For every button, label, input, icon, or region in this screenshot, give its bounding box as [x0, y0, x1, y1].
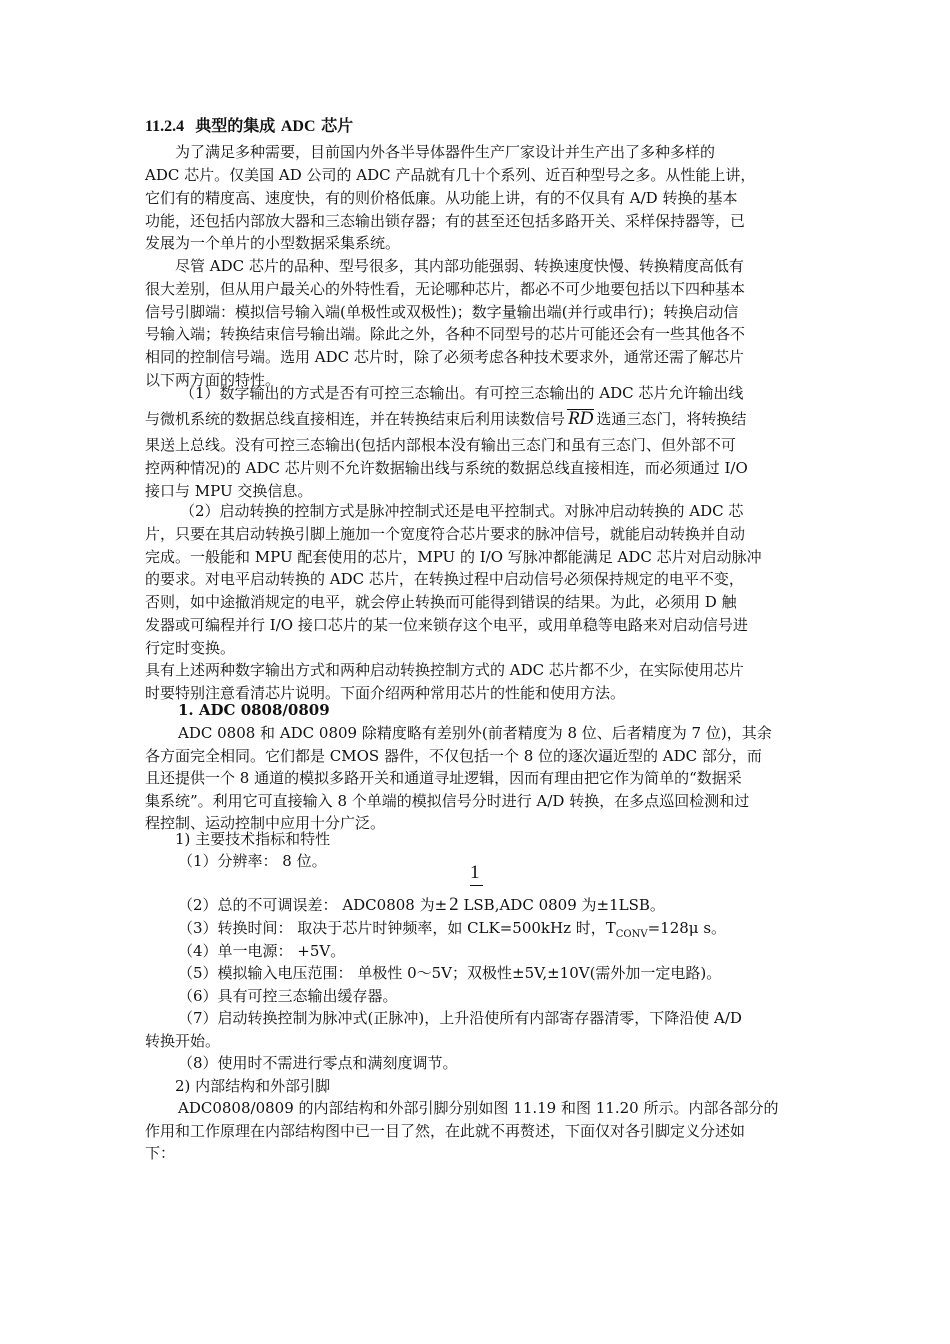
text-span: =128μ s。: [647, 919, 727, 937]
list-heading: 1) 主要技术指标和特性: [175, 830, 331, 848]
paragraph-line: 相同的控制信号端。选用 ADC 芯片时，除了必须考虑各种技术要求外，通常还需了解芯片: [145, 348, 744, 366]
list-item: （1）分辨率： 8 位。: [178, 852, 327, 870]
paragraph-line: 且还提供一个 8 通道的模拟多路开关和通道寻址逻辑，因而有理由把它作为简单的“数据采: [145, 769, 742, 787]
paragraph-line: ADC 0808 和 ADC 0809 除精度略有差别外(前者精度为 8 位、后者精度为 7 位)，其余: [178, 724, 772, 742]
paragraph-line: 各方面完全相同。它们都是 CMOS 器件，不仅包括一个 8 位的逐次逼近型的 ADC 部分，而: [145, 747, 762, 765]
paragraph-line: 果送上总线。没有可控三态输出(包括内部根本没有输出三态门和虽有三态门、但外部不可: [145, 436, 736, 454]
list-heading: 2) 内部结构和外部引脚: [175, 1077, 331, 1095]
paragraph-line: 程控制、运动控制中应用十分广泛。: [145, 814, 386, 832]
section-number: 11.2.4: [145, 118, 185, 135]
paragraph-line: 尽管 ADC 芯片的品种、型号很多，其内部功能强弱、转换速度快慢、转换精度高低有: [175, 257, 744, 275]
paragraph-line: 具有上述两种数字输出方式和两种启动转换控制方式的 ADC 芯片都不少，在实际使用芯片: [145, 661, 744, 679]
paragraph-line: ADC 芯片。仅美国 AD 公司的 ADC 产品就有几十个系列、近百种型号之多。从性能上讲，: [145, 166, 756, 184]
text-span: （3）转换时间： 取决于芯片时钟频率，如 CLK=500kHz 时，T: [178, 919, 616, 937]
section-heading: [145, 115, 353, 138]
section-title-post: 芯片: [315, 116, 354, 135]
paragraph-line: 发展为一个单片的小型数据采集系统。: [145, 234, 401, 252]
paragraph-line: 功能，还包括内部放大器和三态输出锁存器；有的甚至还包括多路开关、采样保持器等，已: [145, 212, 746, 230]
paragraph-line: 时要特别注意看清芯片说明。下面介绍两种常用芯片的性能和使用方法。: [145, 684, 626, 702]
paragraph-line: 很大差别，但从用户最关心的外特性看，无论哪种芯片，都必不可少地要包括以下四种基本: [145, 280, 746, 298]
paragraph-line: 它们有的精度高、速度快，有的则价格低廉。从功能上讲，有的不仅具有 A/D 转换的基本: [145, 189, 738, 207]
fraction-denominator: 2: [449, 894, 459, 915]
subsection-heading: 1. ADC 0808/0809: [178, 701, 330, 719]
paragraph-line: 作用和工作原理在内部结构图中已一目了然，在此就不再赘述，下面仅对各引脚定义分述如: [145, 1122, 746, 1140]
paragraph-line: 控两种情况)的 ADC 芯片则不允许数据输出线与系统的数据总线直接相连，而必须通过 I/O: [145, 459, 748, 477]
paragraph-line: 接口与 MPU 交换信息。: [145, 482, 313, 500]
paragraph-line-with-rd: [145, 408, 746, 430]
text-span: 与微机系统的数据总线直接相连，并在转换结束后利用读数信号: [145, 410, 566, 428]
paragraph-line: 集系统”。利用它可直接输入 8 个单端的模拟信号分时进行 A/D 转换，在多点巡回检测和过: [145, 792, 750, 810]
list-item: [178, 894, 665, 916]
list-item: （5）模拟输入电压范围： 单极性 0～5V；双极性±5V,±10V(需外加一定电路)。: [178, 964, 722, 982]
text-span: LSB,ADC 0809 为±1LSB。: [458, 896, 665, 914]
paragraph-line: 否则，如中途撤消规定的电平，就会停止转换而可能得到错误的结果。为此，必须用 D 触: [145, 593, 737, 611]
text-span: （2）总的不可调误差： ADC0808 为±: [178, 896, 448, 914]
paragraph-line: 号输入端；转换结束信号输出端。除此之外，各种不同型号的芯片可能还会有一些其他各不: [145, 325, 746, 343]
fraction-bar: [470, 885, 483, 886]
paragraph-line: 行定时变换。: [145, 639, 236, 657]
fraction-numerator: 1: [470, 862, 480, 883]
paragraph-line: 以下两方面的特性。: [145, 371, 281, 389]
paragraph-line: （2）启动转换的控制方式是脉冲控制式还是电平控制式。对脉冲启动转换的 ADC 芯: [180, 502, 744, 520]
paragraph-line: 片，只要在其启动转换引脚上施加一个宽度符合芯片要求的脉冲信号，就能启动转换并自动: [145, 525, 746, 543]
paragraph-line: 信号引脚端：模拟信号输入端(单极性或双极性)；数字量输出端(并行或串行)；转换启动信: [145, 303, 739, 321]
list-item: （7）启动转换控制为脉冲式(正脉冲)，上升沿使所有内部寄存器清零，下降沿使 A/D: [178, 1009, 742, 1027]
section-title-latin: ADC: [280, 118, 316, 135]
list-item: （4）单一电源： +5V。: [178, 942, 346, 960]
subscript: CONV: [615, 929, 648, 940]
rd-signal-overline: RD: [568, 408, 594, 429]
paragraph-line: 为了满足多种需要，目前国内外各半导体器件生产厂家设计并生产出了多种多样的: [175, 143, 716, 161]
paragraph-line: （1）数字输出的方式是否有可控三态输出。有可控三态输出的 ADC 芯片允许输出线: [180, 384, 744, 402]
paragraph-line: 完成。一般能和 MPU 配套使用的芯片，MPU 的 I/O 写脉冲都能满足 ADC 芯片对启动脉冲: [145, 548, 762, 566]
list-item: （8）使用时不需进行零点和满刻度调节。: [178, 1054, 458, 1072]
list-item: （6）具有可控三态输出缓存器。: [178, 987, 398, 1005]
paragraph-line: 的要求。对电平启动转换的 ADC 芯片，在转换过程中启动信号必须保持规定的电平不变，: [145, 570, 744, 588]
paragraph-line: ADC0808/0809 的内部结构和外部引脚分别如图 11.19 和图 11.20 所示。内部各部分的: [178, 1099, 779, 1117]
paragraph-line: 下：: [145, 1144, 176, 1162]
section-title-pre: 典型的集成: [195, 116, 281, 135]
paragraph-line: 转换开始。: [145, 1032, 221, 1050]
text-span: 选通三态门，将转换结: [596, 410, 747, 428]
paragraph-line: 发器或可编程并行 I/O 接口芯片的某一位来锁存这个电平，或用单稳等电路来对启动信号进: [145, 616, 748, 634]
